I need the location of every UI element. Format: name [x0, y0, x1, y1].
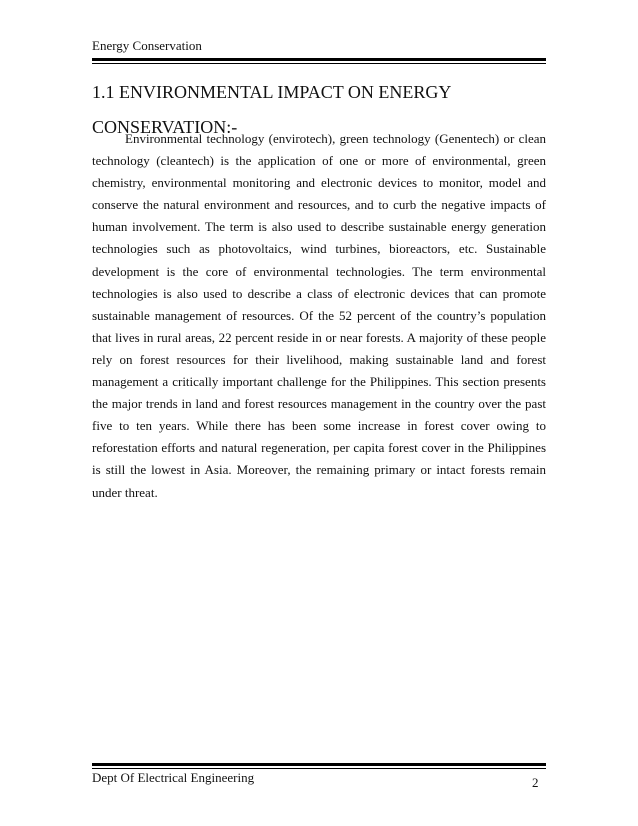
body-paragraph-text: Environmental technology (envirotech), green technology (Genentech) or clean technology (cleantech) is the application of one or more of environmental, green chemistry, environmental monitoring and electronic devices to monitor, model and conserve the natural environment and resources, and to curb the negative impacts of human involvement. The term is also used to describe sustainable energy generation technologies such as photovoltaics, wind turbines, bioreactors, etc. Sustainable development is the core of environmental technologies. The term environmental technologies is also used to describe a class of electronic devices that can promote sustainable management of resources. Of the 52 percent of the country’s population that lives in rural areas, 22 percent reside in or near forests. A majority of these people rely on forest resources for their livelihood, making sustainable land and forest management a critically important challenge for the Philippines. This section presents the major trends in land and forest resources management in the country over the past five to ten years. While there has been some increase in forest cover owing to reforestation efforts and natural regeneration, per capita forest cover in the Philippines is still the lowest in Asia. Moreover, the remaining primary or intact forests remain under threat.	[92, 131, 546, 500]
running-header: Energy Conservation	[92, 38, 202, 53]
footer-rule-thick	[92, 763, 546, 766]
footer-department: Dept Of Electrical Engineering	[92, 770, 255, 785]
footer-rule-thin	[92, 768, 546, 769]
header-rule-thick	[92, 58, 546, 61]
header-rule-thin	[92, 63, 546, 64]
section-heading: 1.1 ENVIRONMENTAL IMPACT ON ENERGY CONSERVATION:-	[92, 82, 451, 137]
body-paragraph	[92, 128, 546, 504]
page-number: 2	[532, 775, 539, 790]
